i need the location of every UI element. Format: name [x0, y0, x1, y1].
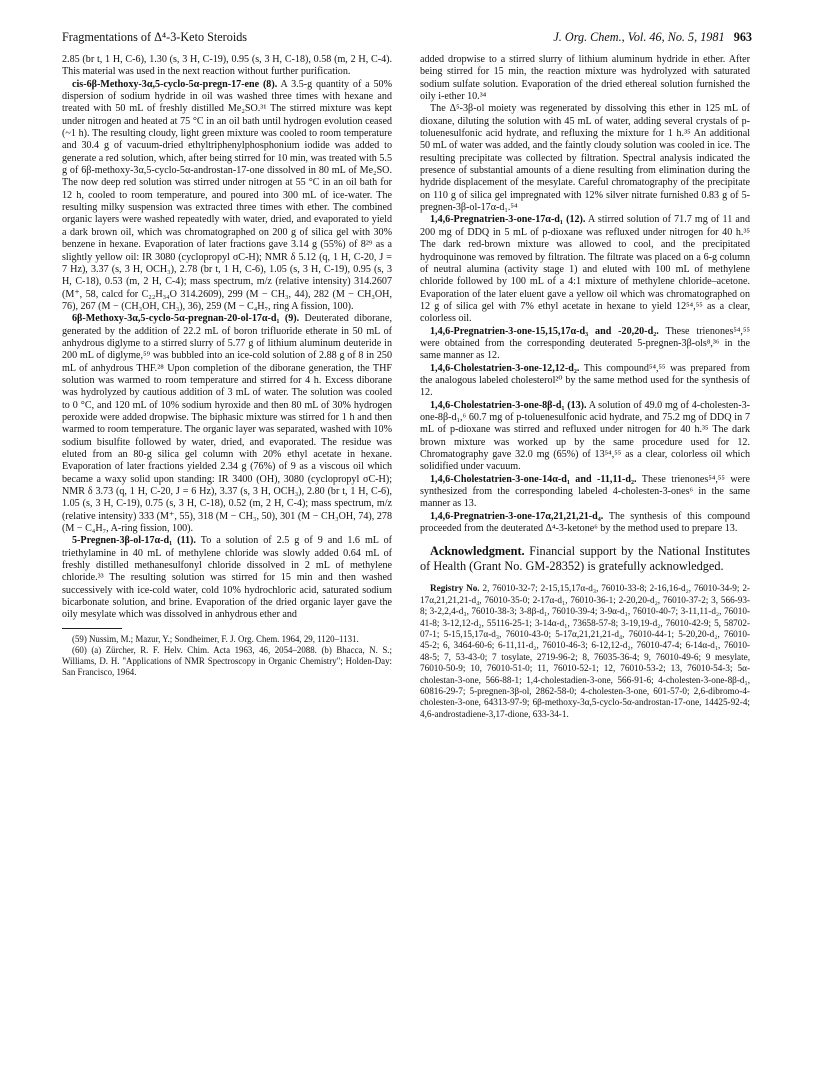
paragraph — [62, 535, 392, 621]
paragraph-text: A stirred solution of 71.7 mg of 11 and 200 mg of DDQ in 5 mL of p-dioxane was refluxed under nitrogen for 40 h.³⁵ The dark red-brown mixture was allowed to cool, and the precipitated hydroquinone was removed by filtration. The filtrate was placed on a 6-g column of neutral alumina (activity stage 1) and eluted with 100 mL of methylene chloride followed by 100 mL of a 4:1 mixture of methylene chloride–acetone. Evaporation of the later eluent gave a yellow oil which was chromatographed on 12 g of silica gel with 7% ethyl acetate in hexane to yield 12⁵⁴,⁵⁵ as a clear, colorless oil. — [420, 214, 750, 325]
paragraph — [420, 474, 750, 511]
paragraph-text: The Δ⁵-3β-ol moiety was regenerated by dissolving this ether in 125 mL of dioxane, diluting the solution with 45 mL of water, adding several crystals of p-toluenesulfonic acid hydrate, and refluxing the mixture for 1 h.³⁵ An additional 50 mL of water was added, and the faintly cloudy solution was cooled in ice. The resulting precipitate was collected by filtration. Spectral analysis indicated the presence of substantial amounts of a diene resulting from elimination during the hydride displacement of the mesylate. Careful chromatography of the precipitate on 110 g of silica gel impregnated with 12% silver nitrate furnished 0.83 g of 5-pregnen-3β-ol-17α-d₁.⁵⁴ — [420, 103, 750, 214]
paragraph — [62, 79, 392, 314]
compound-heading: 1,4,6-Cholestatrien-3-one-8β-d₁ (13). — [430, 399, 587, 411]
footnote: (59) Nussim, M.; Mazur, Y.; Sondheimer, F. J. Org. Chem. 1964, 29, 1120–1131. — [72, 633, 359, 644]
footnote-rule — [62, 628, 122, 629]
compound-heading: 1,4,6-Pregnatrien-3-one-15,15,17α-d₃ and -20,20-d₂. — [430, 325, 659, 337]
paragraph — [420, 363, 750, 400]
running-title: Fragmentations of Δ⁴-3-Keto Steroids — [62, 30, 248, 44]
paragraph-text: These trienones⁵⁴,⁵⁵ were synthesized from the corresponding labeled 4-cholesten-3-ones⁶ in the same manner as 13. — [420, 473, 750, 510]
page-number: 963 — [733, 30, 752, 44]
compound-heading: 6β-Methoxy-3α,5-cyclo-5α-pregnan-20-ol-17α-d₁ (9). — [72, 313, 300, 325]
running-header — [62, 30, 752, 46]
paragraph — [420, 511, 750, 536]
paragraph — [420, 54, 750, 103]
compound-heading: cis-6β-Methoxy-3α,5-cyclo-5α-pregn-17-ene (8). — [72, 78, 278, 90]
registry-heading: Registry No. — [430, 583, 480, 594]
paragraph — [62, 313, 392, 535]
right-column — [420, 54, 750, 720]
compound-heading: 1,4,6-Pregnatrien-3-one-17α,21,21,21-d₄. — [430, 510, 604, 522]
acknowledgment-text: Financial support by the National Institutes of Health (Grant No. GM-28352) is gratefully acknowledged. — [420, 544, 750, 574]
paragraph — [420, 103, 750, 214]
acknowledgment — [420, 544, 750, 574]
paragraph-text: A solution of 49.0 mg of 4-cholesten-3-one-8β-d₁,⁶ 60.7 mg of p-toluenesulfonic acid hydrate, and 75.2 mg of DDQ in 7 mL of p-dioxane was stirred and refluxed under nitrogen for 40 h.³⁵ The dark brown mixture was worked up by the same procedure used for 12. Chromatography gave 32.0 mg (65%) of 13⁵⁴,⁵⁵ as a clear, colorless oil which solidified under vacuum. — [420, 399, 750, 473]
footnote: (60) (a) Zürcher, R. F. Helv. Chim. Acta 1963, 46, 2054–2088. (b) Bhacca, N. S.; Williams, D. H. "Applications of NMR Spectroscopy in Organic Chemistry"; Holden-Day: San Francisco, 1964. — [62, 644, 392, 677]
paragraph — [62, 54, 392, 79]
registry-numbers — [420, 583, 750, 720]
compound-heading: 1,4,6-Cholestatrien-3-one-14α-d₁ and -11,11-d₂. — [430, 473, 637, 485]
registry-text: 2, 76010-32-7; 2-15,15,17α-d₃, 76010-33-8; 2-16,16-d₂, 76010-34-9; 2-17α,21,21,21-d₄, 76010-35-0; 2-17α-d₁, 76010-36-1; 2-20,20-d₂, 76010-37-2; 3, 566-93-8; 3-2,2,4-d₃, 76010-38-3; 3-8β-d₁, 76010-39-4; 3-9α-d₁, 76010-40-7; 3-11,11-d₂, 76010-41-8; 3-12,12-d₂, 55116-25-1; 3-14α-d₁, 73658-57-8; 3-19,19-d₂, 76010-42-9; 5, 58702-07-1; 5-15,15,17α-d₃, 76010-43-0; 5-17α,21,21,21-d₄, 76010-44-1; 5-20,20-d₂, 76010-45-2; 6, 3464-60-6; 6-11,11-d₂, 76010-46-3; 6-12,12-d₂, 76010-47-4; 6-14α-d₁, 76010-48-5; 7, 53-43-0; 7 tosylate, 2719-96-2; 8, 76035-36-4; 9, 76010-49-6; 9 mesylate, 76010-50-9; 10, 76010-51-0; 11, 76010-52-1; 12, 76010-53-2; 13, 76010-54-3; 5α-cholestan-3-one, 566-88-1; 1,4-cholestadien-3-one, 566-91-6; 4-cholesten-3-one-8β-d₁, 60816-29-7; 5-pregnen-3β-ol, 2862-58-0; 4-cholesten-3-one, 601-57-0; 2,6-dibromo-4-cholesten-3-one, 64313-97-9; 6β-methoxy-3α,5-cyclo-5α-androstan-17-one, 14425-92-4; 4,6-androstadiene-3,17-dione, 633-34-1. — [420, 583, 750, 719]
paragraph-text: added dropwise to a stirred slurry of lithium aluminum hydride in ether. After being stirred for 15 min, the reaction mixture was hydrolyzed with saturated sodium sulfate solution. Evaporation of the dried ethereal solution furnished the oily i-ether 10.³⁴ — [420, 54, 750, 103]
journal-name: J. Org. Chem., Vol. 46, No. 5, 1981 — [553, 30, 725, 44]
paragraph-text: A 3.5-g quantity of a 50% dispersion of sodium hydride in oil was washed three times with hexane and treated with 50 mL of freshly distilled Me₂SO.³¹ The stirred mixture was kept under nitrogen and heated at 75 °C in an oil bath until hydrogen evolution ceased (~1 h). The resulting cloudy, light green mixture was cooled to room temperature and 30.4 g of vacuum-dried ethyltriphenylphosphonium iodide was added to generate a red solution, which, after being stirred for 10 min, was treated with 5.5 g of 6β-methoxy-3α,5-cyclo-5α-androstan-17-one dissolved in 80 mL of Me₂SO. The now deep red solution was stirred under nitrogen at 55 °C in an oil bath for 12 h, cooled to room temperature, and poured into 300 mL of ice-water. The resulting milky suspension was extracted three times with ether. The combined organic layers were washed repeatedly with water, dried, and evaporated to yield a dark brown oil, which was chromatographed on 200 g of silica gel with 30% benzene in hexane. Evaporation of later fractions gave 3.14 g (55%) of 8²⁹ as a slightly yellow oil: IR 3080 (cyclopropyl σC-H); NMR δ 5.12 (q, 1 H, C-20, J = 7 Hz), 3.37 (s, 3 H, OCH₃), 2.78 (br t, 1 H, C-6), 1.05 (s, 3 H, C-19), 0.95 (s, 3 H, C-18), 0.53 (m, 2 H, C-4); mass spectrum, m/z (relative intensity) 314.2607 (M⁺, 58, calcd for C₂₂H₃₄O 314.2609), 299 (M − CH₃, 44), 282 (M − CH₃OH, 76), 267 (M − (CH₃OH, CH₃), 36), 259 (M − C₄H₇, ring A fission, 100). — [62, 78, 393, 312]
paragraph — [420, 400, 750, 474]
compound-heading: 5-Pregnen-3β-ol-17α-d₁ (11). — [72, 535, 196, 547]
paragraph-text: Deuterated diborane, generated by the addition of 22.2 mL of boron trifluoride etherate in 50 mL of anhydrous diglyme to a stirred slurry of 5.77 g of lithium aluminum deuteride in 200 mL of diglyme,⁵⁹ was bubbled into an ice-cold solution of 2.88 g of 8 in 250 mL of anhydrous THF.²⁸ Upon completion of the diborane generation, the THF solution was warmed to room temperature and stirred for 4 h. Excess diborane was hydrolyzed by cautious addition of 3 mL of water. The solution was cooled to 0 °C, and 120 mL of 10% sodium hyroxide and then 80 mL of 30% hydrogen peroxide were added dropwise. The biphasic mixture was stirred for 1 h and then warmed to room temperature. The organic layer was separated, washed with 10% sodium bisulfite followed by water, dried, and evaporated. The residue was eluted from an 80-g silica gel column with 20% ethyl acetate in hexane. Evaporation of later fractions yielded 2.34 g (76%) of 9 as a viscous oil which became a waxy solid upon standing: IR 3400 (OH), 3080 (cyclopropyl σC-H); NMR δ 3.73 (q, 1 H, C-20, J = 6 Hz), 3.37 (s, 3 H, OCH₃), 2.80 (br t, 1 H, C-6), 1.05 (s, 3 H, C-19), 0.75 (s, 3 H, C-18), 0.52 (m, 2 H, C-4); mass spectrum, m/z (relative intensity) 333 (M⁺, 55), 318 (M − CH₃, 50), 301 (M − CH₃OH, 74), 278 (M − C₄H₇, A-ring fission, 100). — [62, 313, 392, 535]
acknowledgment-heading: Acknowledgment. — [430, 544, 525, 559]
paragraph-text: These trienones⁵⁴,⁵⁵ were obtained from the corresponding deuterated 5-pregnen-3β-ols⁸,³⁶ in the same manner as 12. — [420, 325, 750, 362]
compound-heading: 1,4,6-Cholestatrien-3-one-12,12-d₂. — [430, 362, 580, 374]
left-column — [62, 54, 392, 678]
paragraph-text: 2.85 (br t, 1 H, C-6), 1.30 (s, 3 H, C-19), 0.95 (s, 3 H, C-18), 0.58 (m, 2 H, C-4). This material was used in the next reaction without further purification. — [62, 54, 392, 78]
paragraph-text: The synthesis of this compound proceeded from the deuterated Δ⁴-3-ketone⁶ by the method used to prepare 13. — [420, 510, 750, 535]
paragraph — [420, 214, 750, 325]
journal-citation — [553, 30, 752, 45]
paragraph — [420, 326, 750, 363]
paragraph-text: To a solution of 2.5 g of 9 and 1.6 mL of triethylamine in 40 mL of methylene chloride was slowly added 0.64 mL of freshly distilled methanesulfonyl chloride dissolved in 2 mL of methylene chloride.³³ The resulting solution was stirred for 15 min and then washed successively with ice-cold water, cold 10% hydrochloric acid, saturated sodium bicarbonate solution, and brine. Evaporation of the dried organic layer gave the oily mesylate which was dissolved in anhydrous ether and — [62, 535, 392, 621]
compound-heading: 1,4,6-Pregnatrien-3-one-17α-d₁ (12). — [430, 214, 586, 226]
paragraph-text: This compound⁵⁴,⁵⁵ was prepared from the analogous labeled cholesterol²⁰ by the same method used for the synthesis of 12. — [420, 362, 750, 399]
